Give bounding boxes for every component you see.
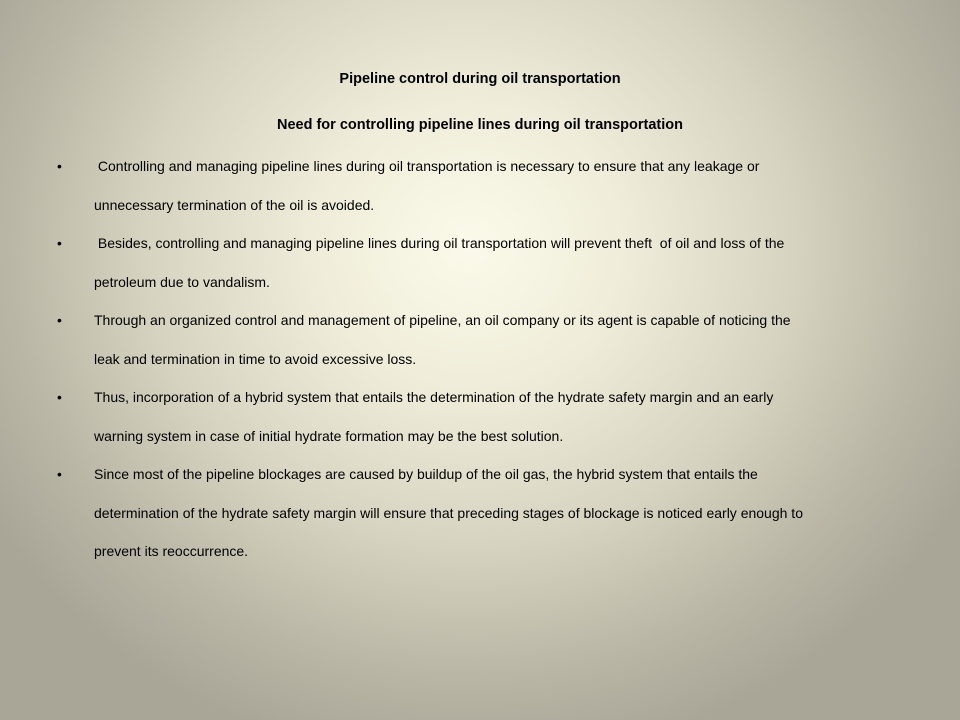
bullet-icon: • bbox=[57, 389, 62, 405]
bullet-text-line: Through an organized control and management of pipeline, an oil company or its agent is capable of noticing the bbox=[94, 312, 791, 328]
bullet-text-line: Besides, controlling and managing pipeline lines during oil transportation will prevent theft of oil and loss of the bbox=[94, 235, 785, 251]
bullet-text-line: warning system in case of initial hydrate formation may be the best solution. bbox=[94, 427, 564, 444]
bullet-text-line: petroleum due to vandalism. bbox=[94, 273, 270, 290]
slide-subtitle: Need for controlling pipeline lines during oil transportation bbox=[276, 117, 683, 133]
bullet-item bbox=[0, 455, 960, 571]
slide-title: Pipeline control during oil transportation bbox=[339, 71, 621, 87]
bullet-icon: • bbox=[57, 158, 62, 174]
bullet-text-line: prevent its reoccurrence. bbox=[94, 543, 249, 559]
bullet-text-line: Thus, incorporation of a hybrid system that entails the determination of the hydrate safety margin and an early bbox=[94, 389, 774, 405]
bullet-text-line: leak and termination in time to avoid excessive loss. bbox=[94, 350, 417, 367]
bullet-icon: • bbox=[57, 235, 62, 251]
bullet-item bbox=[0, 224, 960, 301]
bullet-item bbox=[0, 301, 960, 378]
bullet-item bbox=[0, 147, 960, 224]
bullet-list bbox=[0, 147, 960, 571]
bullet-text-line: determination of the hydrate safety margin will ensure that preceding stages of blockage is noticed early enough to bbox=[94, 504, 803, 521]
bullet-icon: • bbox=[57, 466, 62, 482]
bullet-icon: • bbox=[57, 312, 62, 328]
bullet-text-line: unnecessary termination of the oil is avoided. bbox=[94, 196, 375, 213]
bullet-text-line: Controlling and managing pipeline lines during oil transportation is necessary to ensure that any leakage or bbox=[94, 158, 760, 174]
bullet-item bbox=[0, 378, 960, 455]
bullet-text-line: Since most of the pipeline blockages are caused by buildup of the oil gas, the hybrid system that entails the bbox=[94, 466, 758, 482]
